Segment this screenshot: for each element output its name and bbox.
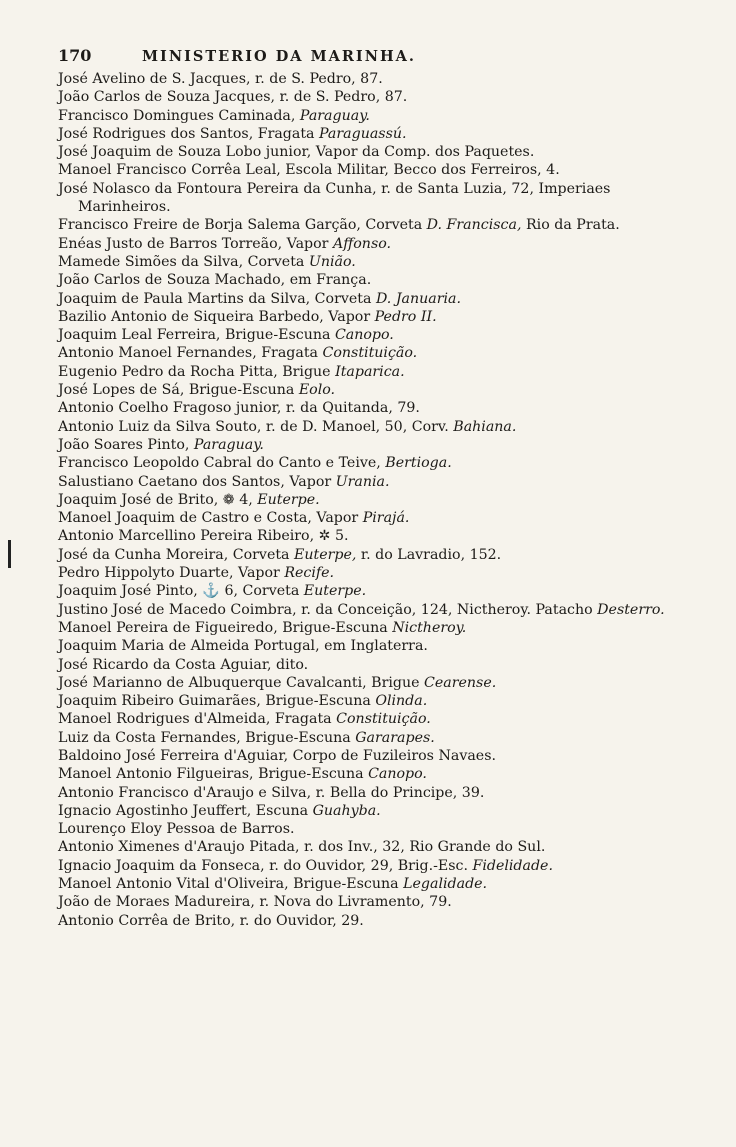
page-number: 170 bbox=[58, 46, 92, 65]
entry-vessel: Paraguay. bbox=[299, 107, 370, 124]
entry-vessel: Paraguay. bbox=[193, 436, 264, 453]
entry-text: Manoel Joaquim de Castro e Costa, Vapor bbox=[58, 510, 363, 527]
entry-text: Francisco Freire de Borja Salema Garção, Corveta bbox=[58, 217, 427, 234]
list-item bbox=[58, 875, 678, 893]
entry-text: Baldoino José Ferreira d'Aguiar, Corpo de Fuzileiros Navaes. bbox=[58, 747, 496, 764]
entry-vessel: Fidelidade. bbox=[472, 857, 553, 874]
entry-text: Antonio Coelho Fragoso junior, r. da Quitanda, 79. bbox=[58, 400, 420, 417]
entry-text: João Soares Pinto, bbox=[58, 436, 194, 453]
entry-text: Enéas Justo de Barros Torreão, Vapor bbox=[58, 235, 333, 252]
entry-text: Antonio Luiz da Silva Souto, r. de D. Manoel, 50, Corv. bbox=[58, 418, 454, 435]
list-item bbox=[58, 619, 678, 637]
entry-text: Francisco Domingues Caminada, bbox=[58, 107, 300, 124]
entry-text: José Nolasco da Fontoura Pereira da Cunha, r. de Santa Luzia, 72, Imperiaes Marinheiros. bbox=[58, 180, 611, 216]
entry-vessel: Pirajá. bbox=[362, 510, 410, 527]
list-item bbox=[58, 674, 678, 692]
list-item bbox=[58, 838, 678, 856]
running-title: MINISTERIO DA MARINHA. bbox=[142, 48, 416, 65]
list-item bbox=[58, 601, 678, 619]
entry-text: Antonio Ximenes d'Araujo Pitada, r. dos Inv., 32, Rio Grande do Sul. bbox=[58, 839, 546, 856]
list-item bbox=[58, 143, 678, 161]
list-item bbox=[58, 253, 678, 271]
list-item bbox=[58, 125, 678, 143]
entry-vessel: Affonso. bbox=[332, 235, 392, 252]
entry-vessel: Euterpe. bbox=[257, 491, 320, 508]
entry-vessel: Recife. bbox=[284, 565, 335, 582]
entry-text: Ignacio Agostinho Jeuffert, Escuna bbox=[58, 802, 313, 819]
entry-text: Manoel Francisco Corrêa Leal, Escola Militar, Becco dos Ferreiros, 4. bbox=[58, 162, 560, 179]
list-item bbox=[58, 784, 678, 802]
list-item bbox=[58, 308, 678, 326]
list-item bbox=[58, 747, 678, 765]
entry-vessel: Urania. bbox=[335, 473, 390, 490]
entry-vessel: Olinda. bbox=[375, 693, 428, 710]
list-item bbox=[58, 802, 678, 820]
entry-text: João Carlos de Souza Machado, em França. bbox=[58, 272, 372, 289]
list-item bbox=[58, 857, 678, 875]
entry-text: Antonio Corrêa de Brito, r. do Ouvidor, 29. bbox=[58, 912, 364, 929]
list-item bbox=[58, 729, 678, 747]
entry-text: Antonio Francisco d'Araujo e Silva, r. Bella do Principe, 39. bbox=[58, 784, 485, 801]
entry-vessel: D. Januaria. bbox=[375, 290, 461, 307]
page-header bbox=[58, 46, 518, 65]
list-item bbox=[58, 509, 678, 527]
entry-text: José Rodrigues dos Santos, Fragata bbox=[58, 125, 320, 142]
entry-text: Eugenio Pedro da Rocha Pitta, Brigue bbox=[58, 363, 336, 380]
entry-text: Ignacio Joaquim da Fonseca, r. do Ouvidor, 29, Brig.-Esc. bbox=[58, 857, 473, 874]
list-item bbox=[58, 564, 678, 582]
entry-text: Joaquim José Pinto, ⚓ 6, Corveta bbox=[58, 583, 304, 600]
entry-text: Luiz da Costa Fernandes, Brigue-Escuna bbox=[58, 729, 356, 746]
margin-mark bbox=[8, 540, 11, 568]
entry-text: Mamede Simões da Silva, Corveta bbox=[58, 253, 309, 270]
list-item bbox=[58, 381, 678, 399]
entry-text: Joaquim Maria de Almeida Portugal, em Inglaterra. bbox=[58, 638, 428, 655]
entry-vessel: Canopo. bbox=[334, 327, 394, 344]
entry-vessel: União. bbox=[308, 253, 356, 270]
entry-list bbox=[58, 70, 678, 930]
entry-text-after: Rio da Prata. bbox=[521, 217, 620, 234]
entry-text: Francisco Leopoldo Cabral do Canto e Teive, bbox=[58, 455, 386, 472]
entry-text: Joaquim Leal Ferreira, Brigue-Escuna bbox=[58, 327, 335, 344]
entry-text: Bazilio Antonio de Siqueira Barbedo, Vapor bbox=[58, 308, 375, 325]
entry-text: José Ricardo da Costa Aguiar, dito. bbox=[58, 656, 309, 673]
entry-vessel: Bertioga. bbox=[385, 455, 452, 472]
entry-text: Manoel Antonio Vital d'Oliveira, Brigue-Escuna bbox=[58, 876, 404, 893]
entry-vessel: Constituição. bbox=[336, 711, 431, 728]
list-item bbox=[58, 399, 678, 417]
list-item bbox=[58, 893, 678, 911]
list-item bbox=[58, 344, 678, 362]
entry-vessel: Legalidade. bbox=[403, 876, 488, 893]
list-item bbox=[58, 912, 678, 930]
entry-text: José da Cunha Moreira, Corveta bbox=[58, 546, 295, 563]
entry-text: Lourenço Eloy Pessoa de Barros. bbox=[58, 821, 295, 838]
entry-text: João de Moraes Madureira, r. Nova do Livramento, 79. bbox=[58, 894, 452, 911]
entry-text: Manoel Rodrigues d'Almeida, Fragata bbox=[58, 711, 337, 728]
list-item bbox=[58, 692, 678, 710]
list-item bbox=[58, 491, 678, 509]
entry-text: Justino José de Macedo Coimbra, r. da Conceição, 124, Nictheroy. Patacho bbox=[58, 601, 598, 618]
list-item bbox=[58, 710, 678, 728]
entry-vessel: Euterpe, bbox=[294, 546, 357, 563]
entry-text: José Avelino de S. Jacques, r. de S. Pedro, 87. bbox=[58, 71, 383, 87]
list-item bbox=[58, 436, 678, 454]
list-item bbox=[58, 473, 678, 491]
entry-text-after: r. do Lavradio, 152. bbox=[356, 546, 502, 563]
entry-text: Manoel Pereira de Figueiredo, Brigue-Escuna bbox=[58, 619, 393, 636]
entry-vessel: Canopo. bbox=[368, 766, 427, 783]
list-item bbox=[58, 765, 678, 783]
entry-text: Joaquim José de Brito, ❁ 4, bbox=[58, 491, 258, 508]
entry-vessel: Nictheroy. bbox=[392, 619, 467, 636]
list-item bbox=[58, 70, 678, 88]
entry-vessel: Paraguassú. bbox=[319, 125, 407, 142]
entry-vessel: D. Francisca, bbox=[426, 217, 522, 234]
list-item bbox=[58, 454, 678, 472]
entry-vessel: Constituição. bbox=[322, 345, 418, 362]
list-item bbox=[58, 656, 678, 674]
entry-vessel: Bahiana. bbox=[453, 418, 517, 435]
entry-vessel: Eolo. bbox=[298, 382, 336, 399]
entry-vessel: Cearense. bbox=[424, 674, 497, 691]
list-item bbox=[58, 820, 678, 838]
list-item bbox=[58, 637, 678, 655]
list-item bbox=[58, 527, 678, 545]
entry-text: Antonio Marcellino Pereira Ribeiro, ✲ 5. bbox=[58, 528, 349, 545]
entry-text: João Carlos de Souza Jacques, r. de S. Pedro, 87. bbox=[58, 89, 408, 106]
entry-text: José Marianno de Albuquerque Cavalcanti, Brigue bbox=[58, 674, 425, 691]
list-item bbox=[58, 326, 678, 344]
entry-text: José Lopes de Sá, Brigue-Escuna bbox=[58, 382, 299, 399]
list-item bbox=[58, 546, 678, 564]
list-item bbox=[58, 161, 678, 179]
list-item bbox=[58, 235, 678, 253]
entry-text: Manoel Antonio Filgueiras, Brigue-Escuna bbox=[58, 766, 369, 783]
list-item bbox=[58, 88, 678, 106]
entry-vessel: Gararapes. bbox=[355, 729, 435, 746]
entry-vessel: Pedro II. bbox=[374, 308, 437, 325]
list-item bbox=[58, 180, 678, 217]
list-item bbox=[58, 582, 678, 600]
entry-vessel: Guahyba. bbox=[312, 802, 381, 819]
entry-text: Salustiano Caetano dos Santos, Vapor bbox=[58, 473, 336, 490]
entry-text: Joaquim de Paula Martins da Silva, Corveta bbox=[58, 290, 376, 307]
list-item bbox=[58, 107, 678, 125]
entry-vessel: Desterro. bbox=[597, 601, 665, 618]
list-item bbox=[58, 271, 678, 289]
entry-text: Joaquim Ribeiro Guimarães, Brigue-Escuna bbox=[58, 693, 376, 710]
list-item bbox=[58, 418, 678, 436]
entry-vessel: Euterpe. bbox=[303, 583, 367, 600]
list-item bbox=[58, 290, 678, 308]
list-item bbox=[58, 363, 678, 381]
entry-text: Antonio Manoel Fernandes, Fragata bbox=[58, 345, 323, 362]
entry-text: Pedro Hippolyto Duarte, Vapor bbox=[58, 565, 285, 582]
entry-vessel: Itaparica. bbox=[335, 363, 405, 380]
list-item bbox=[58, 216, 678, 234]
entry-text: José Joaquim de Souza Lobo junior, Vapor da Comp. dos Paquetes. bbox=[58, 144, 535, 161]
